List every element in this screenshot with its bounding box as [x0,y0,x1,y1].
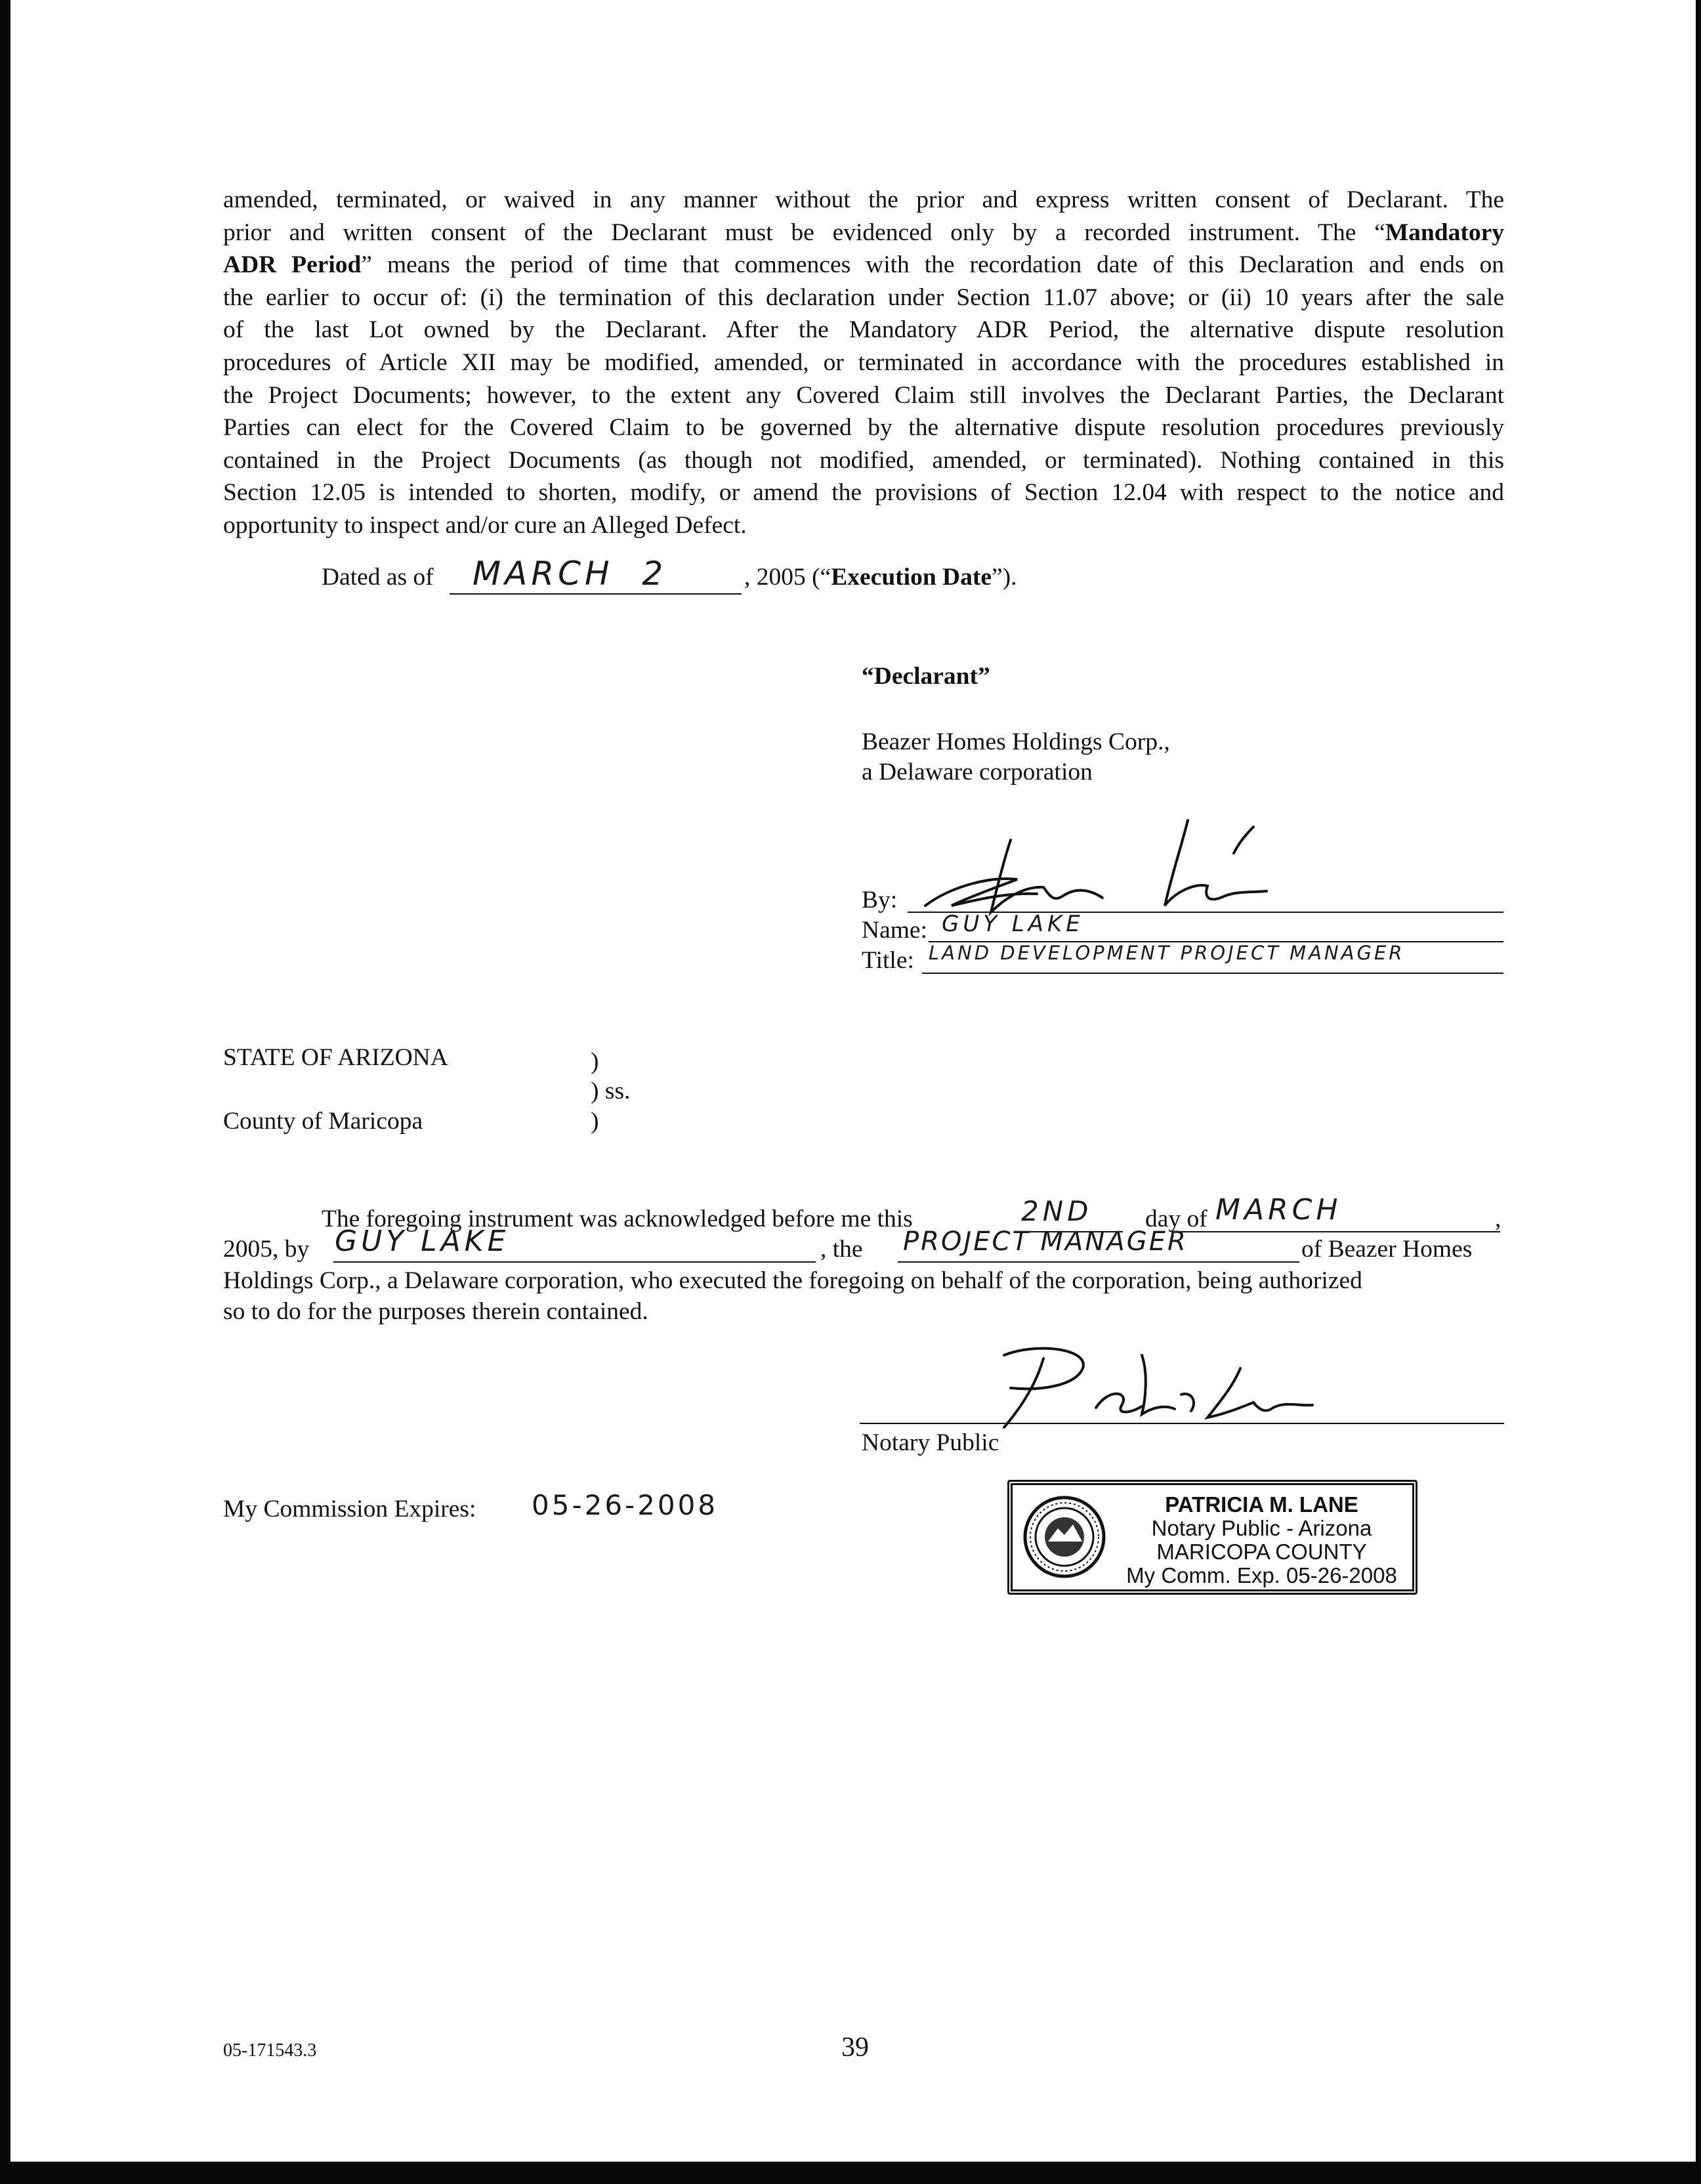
paragraph-line: ADR Period” means the period of time that commences with the recordation date of this Declaration and ends on [223,251,1504,279]
dated-as-of-label: Dated as of [322,564,434,591]
date-underline [450,593,742,595]
declarant-heading: “Declarant” [862,663,990,690]
ack-line1-text: The foregoing instrument was acknowledged before me this [322,1206,913,1232]
defined-term-mandatory: Mandatory [1385,219,1504,246]
handwritten-day: 2ND [1021,1195,1093,1227]
venue-paren-1: ) [591,1048,599,1075]
notary-stamp [1007,1480,1418,1595]
scan-edge-bottom [0,2162,1701,2184]
scan-edge-left [0,0,10,2184]
ack-the: , the [820,1236,863,1263]
title-underline [922,973,1503,974]
ack-line2-text: 2005, by [223,1236,310,1263]
paragraph-line: contained in the Project Documents (as though not modified, amended, or terminated). Nothing contained in this [223,446,1504,474]
page-number: 39 [841,2032,869,2063]
ack-line2-end: of Beazer Homes [1301,1236,1473,1263]
venue-paren-3: ) [591,1108,599,1135]
month-underline [1177,1231,1500,1232]
defined-term-adr-period: ADR Period [223,251,362,279]
handwritten-person: GUY LAKE [335,1225,510,1258]
declarant-signature [912,814,1306,925]
commission-label: My Commission Expires: [223,1496,476,1522]
stamp-line-county: MARICOPA COUNTY [1156,1540,1367,1564]
arizona-seal-icon [1022,1494,1107,1580]
paragraph-line: procedures of Article XII may be modified, amended, or terminated in accordance with the procedures established in [223,348,1504,376]
stamp-line-notary: Notary Public - Arizona [1151,1516,1372,1540]
paragraph-line: Section 12.05 is intended to shorten, modify, or amend the provisions of Section 12.04 with respect to the notice and [223,479,1504,507]
name-label: Name: [862,917,927,944]
paragraph-line: the earlier to occur of: (i) the termination of this declaration under Section 11.07 above; or (ii) 10 years after the sale [223,284,1504,311]
venue-county: County of Maricopa [223,1108,423,1135]
venue-ss: ) ss. [591,1078,631,1104]
by-label: By: [862,887,898,914]
declarant-company-type: a Delaware corporation [862,759,1093,786]
ack-day-of: day of [1145,1206,1208,1232]
notary-public-label: Notary Public [862,1429,999,1456]
role-underline [898,1261,1299,1263]
paragraph-line: prior and written consent of the Declarant must be evidenced only by a recorded instrument. The “Mandatory [223,219,1504,246]
title-label: Title: [862,947,914,974]
stamp-line-expiry: My Comm. Exp. 05-26-2008 [1126,1563,1397,1587]
handwritten-name: GUY LAKE [942,911,1084,937]
handwritten-title: LAND DEVELOPMENT PROJECT MANAGER [929,942,1405,964]
venue-state: STATE OF ARIZONA [223,1044,448,1071]
paragraph-line: Parties can elect for the Covered Claim to be governed by the alternative dispute resolution procedures previously [223,414,1504,442]
document-id: 05-171543.3 [223,2040,317,2061]
ack-line1-comma: , [1495,1206,1502,1232]
body-paragraph [223,184,1504,542]
notary-signature-line [860,1423,1504,1424]
handwritten-role: PROJECT MANAGER [903,1227,1188,1257]
execution-date-suffix: , 2005 (“Execution Date”). [744,564,1017,591]
ack-line4: so to do for the purposes therein contained. [223,1298,648,1325]
handwritten-month: MARCH [1215,1193,1342,1227]
paragraph-line: the Project Documents; however, to the extent any Covered Claim still involves the Declarant Parties, the Declarant [223,381,1504,409]
paragraph-line: amended, terminated, or waived in any manner without the prior and express written consent of Declarant. The [223,186,1504,213]
scan-edge-right [1696,0,1701,2184]
notary-signature [932,1329,1339,1434]
ack-line3: Holdings Corp., a Delaware corporation, who executed the foregoing on behalf of the corporation, being authorized [223,1267,1362,1294]
paragraph-line: opportunity to inspect and/or cure an Alleged Defect. [223,511,747,539]
handwritten-execution-date: MARCH 2 [472,555,667,593]
paragraph-line: of the last Lot owned by the Declarant. After the Mandatory ADR Period, the alternative dispute resolution [223,316,1504,344]
stamp-line-name: PATRICIA M. LANE [1165,1492,1358,1517]
person-underline [333,1261,816,1263]
handwritten-commission-date: 05-26-2008 [532,1489,719,1521]
declarant-company: Beazer Homes Holdings Corp., [862,728,1170,755]
